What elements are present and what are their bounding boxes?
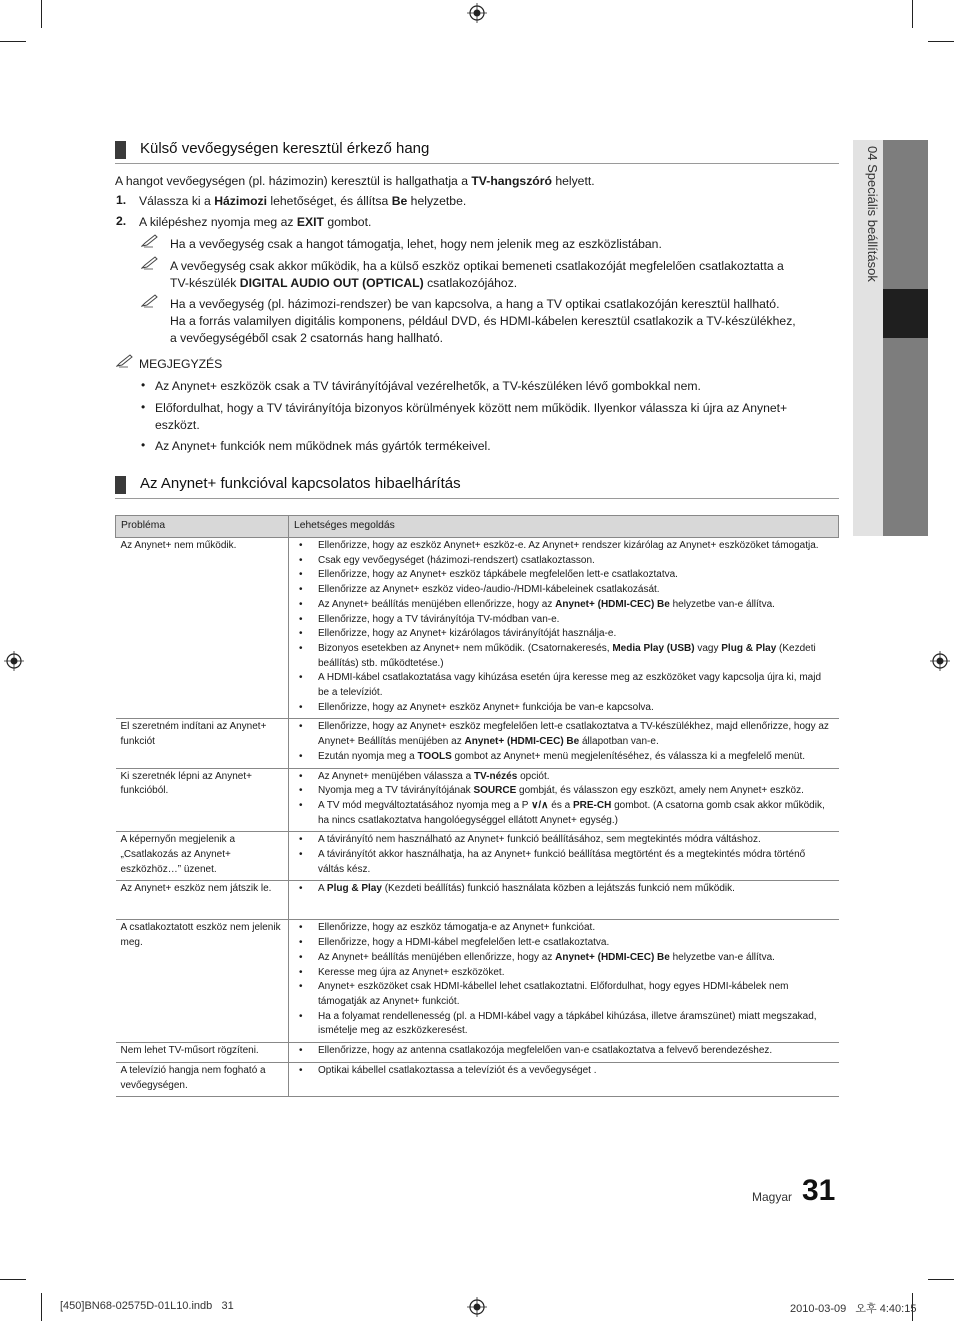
bullet-icon: • xyxy=(141,400,146,414)
step-text: Válassza ki a Házimozi lehetőséget, és állítsa Be helyzetbe. xyxy=(139,194,467,208)
problem-cell: Az Anynet+ eszköz nem játszik le. xyxy=(116,881,289,920)
solution-item: • Bizonyos esetekben az Anynet+ nem működik. (Csatornakeresés, Media Play (USB) vagy Plug & Play (Kezdeti beállítás) stb. működtetése.) xyxy=(318,642,834,671)
bullet-text: Az Anynet+ funkciók nem működnek más gyártók termékeivel. xyxy=(155,439,491,453)
crop-mark xyxy=(0,1279,26,1280)
solution-list xyxy=(294,720,834,764)
solution-item: • Az Anynet+ beállítás menüjében ellenőrizze, hogy az Anynet+ (HDMI-CEC) Be helyzetbe van-e állítva. xyxy=(318,951,834,966)
problem-cell: Nem lehet TV-műsort rögzíteni. xyxy=(116,1043,289,1063)
pencil-note-icon xyxy=(116,354,134,368)
print-timestamp: 2010-03-09 오후 4:40:15 xyxy=(790,1303,917,1315)
solution-list xyxy=(294,770,834,829)
solution-item: • Keresse meg újra az Anynet+ eszközöket. xyxy=(318,966,834,981)
solution-list xyxy=(294,921,834,1039)
column-header: Probléma xyxy=(116,516,289,538)
problem-cell: A televízió hangja nem fogható a vevőegységen. xyxy=(116,1062,289,1096)
solution-item: • Ellenőrizze, hogy az Anynet+ eszköz tápkábele megfelelően lett-e csatlakoztatva. xyxy=(318,568,834,583)
bullet-text: Előfordulhat, hogy a TV távirányítója bizonyos körülmények között nem működik. Ilyenkor válassza ki újra az Anynet+ eszközt. xyxy=(155,401,788,432)
table-row xyxy=(116,768,839,832)
solution-item: • Ellenőrizze, hogy a HDMI-kábel megfelelően lett-e csatlakoztatva. xyxy=(318,936,834,951)
page-language: Magyar xyxy=(752,1190,793,1204)
solution-item: • A HDMI-kábel csatlakoztatása vagy kihúzása esetén újra keresse meg az eszközöket vagy kapcsolja újra ki, majd be a televíziót. xyxy=(318,671,834,700)
side-tab-label: 04 Speciális beállítások xyxy=(865,146,880,282)
solution-item: • Ellenőrizze, hogy a TV távirányítója TV-módban van-e. xyxy=(318,613,834,628)
file-info: [450]BN68-02575D-01L10.indb 31 xyxy=(60,1300,234,1312)
step-number: 2. xyxy=(116,214,127,228)
crop-mark xyxy=(928,41,954,42)
section-heading xyxy=(115,474,839,499)
table-row xyxy=(116,538,839,719)
solution-item: • Az Anynet+ menüjében válassza a TV-nézés opciót. xyxy=(318,770,834,785)
solution-item: • Ellenőrizze az Anynet+ eszköz video-/audio-/HDMI-kábeleinek csatlakozását. xyxy=(318,583,834,598)
crop-mark xyxy=(41,0,42,28)
solution-item: • A távirányítót akkor használhatja, ha az Anynet+ funkció beállítása megtörtént és a megtekintés módra történő váltás kész. xyxy=(318,848,834,877)
solution-item: • A TV mód megváltoztatásához nyomja meg a P ∨/∧ és a PRE-CH gombot. (A csatorna gomb csak akkor működik, ha nincs csatlakoztatva hangolóegységgel ellátott Anynet+ egység.) xyxy=(318,799,834,828)
solution-cell xyxy=(289,920,839,1043)
solution-item: • Anynet+ eszközöket csak HDMI-kábellel lehet csatlakoztatni. Előfordulhat, hogy egyes HDMI-kábelek nem támogatják az Anynet+ funkciót. xyxy=(318,980,834,1009)
solution-item: • Ellenőrizze, hogy az eszköz Anynet+ eszköz-e. Az Anynet+ rendszer kizárólag az Anynet+ eszközöket támogatja. xyxy=(318,539,834,554)
solution-item: • Ha a folyamat rendellenesség (pl. a HDMI-kábel vagy a tápkábel kihúzása, illetve áramszünet) miatt megszakad, ismételje meg az eszközkeresést. xyxy=(318,1010,834,1039)
problem-cell: A csatlakoztatott eszköz nem jelenik meg. xyxy=(116,920,289,1043)
solution-list xyxy=(294,833,834,877)
solution-item: • Ellenőrizze, hogy az eszköz támogatja-e az Anynet+ funkcióat. xyxy=(318,921,834,936)
registration-mark-icon xyxy=(467,3,487,23)
solution-item: • Ellenőrizze, hogy az Anynet+ eszköz Anynet+ funkciója be van-e kapcsolva. xyxy=(318,701,834,716)
bullet-icon: • xyxy=(141,378,146,392)
solution-list xyxy=(294,1044,834,1059)
solution-cell xyxy=(289,768,839,832)
heading-bar xyxy=(115,476,126,494)
solution-item: • Nyomja meg a TV távirányítójának SOURCE gombját, és válasszon egy eszközt, amely nem Anynet+ eszköz. xyxy=(318,784,834,799)
problem-cell: Az Anynet+ nem működik. xyxy=(116,538,289,719)
side-tab-active-marker xyxy=(883,289,928,338)
crop-mark xyxy=(912,0,913,28)
table-row xyxy=(116,881,839,920)
pencil-note-icon xyxy=(141,256,159,270)
solution-item: • Ellenőrizze, hogy az antenna csatlakozója megfelelően van-e csatlakoztatva a felvevő berendezéshez. xyxy=(318,1044,834,1059)
table-row xyxy=(116,719,839,768)
pencil-note-icon xyxy=(141,234,159,248)
table-header-row xyxy=(116,516,839,538)
crop-mark xyxy=(41,1293,42,1321)
note-text: Ha a vevőegység (pl. házimozi-rendszer) be van kapcsolva, a hang a TV optikai csatlakozóján keresztül hallható. Ha a forrás valamilyen digitális komponens, például DVD, és HDMI-kábelen keresztül csatlakozik a TV-készülékhez, a vevőegységéből csak 2 csatornás hang hallható. xyxy=(170,297,796,345)
side-tab-strip xyxy=(883,140,928,536)
solution-cell xyxy=(289,832,839,881)
page-number: 31 xyxy=(802,1174,836,1207)
troubleshooting-table xyxy=(115,515,839,1097)
table-row xyxy=(116,1043,839,1063)
problem-cell: A képernyőn megjelenik a „Csatlakozás az Anynet+ eszközhöz…” üzenet. xyxy=(116,832,289,881)
registration-mark-icon xyxy=(467,1297,487,1317)
problem-cell: El szeretném indítani az Anynet+ funkciót xyxy=(116,719,289,768)
solution-list xyxy=(294,539,834,715)
solution-item: • A Plug & Play (Kezdeti beállítás) funkció használata közben a lejátszás funkció nem működik. xyxy=(318,882,834,897)
pencil-note-icon xyxy=(141,294,159,308)
table-row xyxy=(116,920,839,1043)
solution-cell xyxy=(289,1043,839,1063)
table-row xyxy=(116,1062,839,1096)
table-row xyxy=(116,832,839,881)
registration-mark-icon xyxy=(930,651,950,671)
solution-cell xyxy=(289,538,839,719)
step-number: 1. xyxy=(116,193,127,207)
column-header: Lehetséges megoldás xyxy=(289,516,839,538)
bullet-icon: • xyxy=(141,438,146,452)
solution-cell xyxy=(289,881,839,920)
section-heading xyxy=(115,139,839,164)
solution-item: • Optikai kábellel csatlakoztassa a televíziót és a vevőegységet . xyxy=(318,1064,834,1079)
solution-item: • Ezután nyomja meg a TOOLS gombot az Anynet+ menü megjelenítéséhez, és válassza ki a megfelelő menüt. xyxy=(318,750,834,765)
problem-cell: Ki szeretnék lépni az Anynet+ funkcióból. xyxy=(116,768,289,832)
crop-mark xyxy=(928,1279,954,1280)
solution-item: • Ellenőrizze, hogy az Anynet+ kizárólagos távirányítóját használja-e. xyxy=(318,627,834,642)
solution-item: • Az Anynet+ beállítás menüjében ellenőrizze, hogy az Anynet+ (HDMI-CEC) Be helyzetbe van-e állítva. xyxy=(318,598,834,613)
intro-paragraph: A hangot vevőegységen (pl. házimozin) keresztül is hallgathatja a TV-hangszóró helyett. xyxy=(115,174,595,188)
section-title: Külső vevőegységen keresztül érkező hang xyxy=(140,140,430,157)
solution-item: • Ellenőrizze, hogy az Anynet+ eszköz megfelelően lett-e csatlakoztatva a TV-készülékhez, majd ellenőrizze, hogy az Anynet+ Beállítás menüjében az Anynet+ (HDMI-CEC) Be állapotban van-e. xyxy=(318,720,834,749)
crop-mark xyxy=(0,41,26,42)
solution-cell xyxy=(289,1062,839,1096)
solution-list xyxy=(294,882,834,897)
step-text: A kilépéshez nyomja meg az EXIT gombot. xyxy=(139,215,372,229)
solution-item: • A távirányító nem használható az Anynet+ funkció beállításához, sem megtekintés módra váltáshoz. xyxy=(318,833,834,848)
registration-mark-icon xyxy=(4,651,24,671)
note-text: A vevőegység csak akkor működik, ha a külső eszköz optikai bemeneti csatlakozóját megfelelően csatlakoztatta a TV-készülék DIGITAL AUDIO OUT (OPTICAL) csatlakozójához. xyxy=(170,259,784,290)
section-title: Az Anynet+ funkcióval kapcsolatos hibaelhárítás xyxy=(140,475,461,492)
solution-item: • Csak egy vevőegységet (házimozi-rendszert) csatlakoztasson. xyxy=(318,554,834,569)
heading-bar xyxy=(115,141,126,159)
note-heading: MEGJEGYZÉS xyxy=(139,357,223,371)
solution-cell xyxy=(289,719,839,768)
solution-list xyxy=(294,1064,834,1079)
bullet-text: Az Anynet+ eszközök csak a TV távirányítójával vezérelhetők, a TV-készüléken lévő gombokkal nem. xyxy=(155,379,701,393)
note-text: Ha a vevőegység csak a hangot támogatja, lehet, hogy nem jelenik meg az eszközlistában. xyxy=(170,237,662,251)
